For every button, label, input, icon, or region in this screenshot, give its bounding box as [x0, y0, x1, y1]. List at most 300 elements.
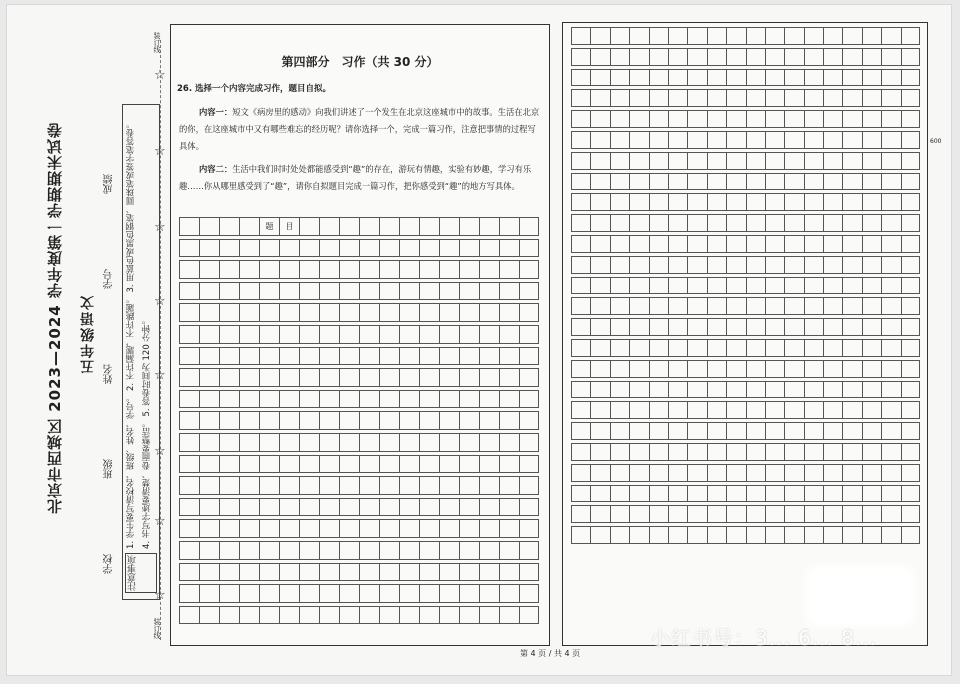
- grid-cell[interactable]: [399, 303, 419, 322]
- grid-cell[interactable]: [804, 422, 823, 440]
- grid-cell[interactable]: [784, 256, 803, 274]
- grid-cell[interactable]: [359, 476, 379, 495]
- grid-cell[interactable]: [784, 485, 803, 503]
- grid-cell[interactable]: [862, 48, 881, 66]
- grid-cell[interactable]: [610, 318, 629, 336]
- grid-cell[interactable]: [746, 48, 765, 66]
- grid-cell[interactable]: [881, 214, 900, 232]
- grid-cell[interactable]: [784, 401, 803, 419]
- grid-cell[interactable]: [881, 505, 900, 523]
- grid-cell[interactable]: [319, 368, 339, 387]
- grid-cell[interactable]: [707, 381, 726, 399]
- grid-cell[interactable]: [610, 193, 629, 211]
- grid-cell[interactable]: [459, 347, 479, 366]
- grid-cell[interactable]: [239, 347, 259, 366]
- grid-cell[interactable]: [239, 433, 259, 452]
- grid-cell[interactable]: [687, 27, 706, 45]
- grid-cell[interactable]: [239, 411, 259, 430]
- grid-cell[interactable]: [590, 110, 609, 128]
- grid-cell[interactable]: [419, 239, 439, 258]
- grid-cell[interactable]: [179, 476, 199, 495]
- grid-cell[interactable]: [649, 89, 668, 107]
- grid-cell[interactable]: [519, 455, 539, 474]
- grid-cell[interactable]: [901, 422, 920, 440]
- grid-cell[interactable]: [399, 411, 419, 430]
- grid-cell[interactable]: [179, 390, 199, 409]
- grid-cell[interactable]: [359, 325, 379, 344]
- grid-cell[interactable]: [784, 277, 803, 295]
- grid-cell[interactable]: [629, 339, 648, 357]
- grid-cell[interactable]: [901, 297, 920, 315]
- grid-cell[interactable]: [439, 476, 459, 495]
- grid-cell[interactable]: [239, 282, 259, 301]
- grid-cell[interactable]: [842, 256, 861, 274]
- grid-cell[interactable]: [784, 152, 803, 170]
- grid-cell[interactable]: [419, 368, 439, 387]
- grid-cell[interactable]: [279, 519, 299, 538]
- grid-cell[interactable]: [379, 325, 399, 344]
- grid-cell[interactable]: [299, 541, 319, 560]
- grid-cell[interactable]: [571, 152, 590, 170]
- grid-cell[interactable]: [299, 433, 319, 452]
- grid-cell[interactable]: [726, 505, 745, 523]
- grid-cell[interactable]: [784, 360, 803, 378]
- grid-cell[interactable]: [842, 214, 861, 232]
- grid-cell[interactable]: [901, 27, 920, 45]
- grid-cell[interactable]: [649, 401, 668, 419]
- grid-cell[interactable]: [629, 131, 648, 149]
- grid-cell[interactable]: [239, 455, 259, 474]
- grid-cell[interactable]: [439, 498, 459, 517]
- grid-cell[interactable]: [668, 318, 687, 336]
- grid-cell[interactable]: [259, 303, 279, 322]
- grid-cell[interactable]: [499, 476, 519, 495]
- grid-cell[interactable]: [707, 443, 726, 461]
- grid-cell[interactable]: [881, 277, 900, 295]
- grid-cell[interactable]: [765, 235, 784, 253]
- grid-cell[interactable]: [499, 519, 519, 538]
- grid-cell[interactable]: [726, 297, 745, 315]
- grid-cell[interactable]: [862, 318, 881, 336]
- grid-cell[interactable]: [279, 563, 299, 582]
- grid-cell[interactable]: [784, 422, 803, 440]
- grid-cell[interactable]: [519, 239, 539, 258]
- grid-cell[interactable]: [668, 27, 687, 45]
- grid-cell[interactable]: [901, 401, 920, 419]
- grid-cell[interactable]: [862, 193, 881, 211]
- grid-cell[interactable]: [804, 173, 823, 191]
- grid-cell[interactable]: [459, 239, 479, 258]
- grid-cell[interactable]: [726, 152, 745, 170]
- grid-cell[interactable]: [379, 239, 399, 258]
- grid-cell[interactable]: [199, 563, 219, 582]
- grid-cell[interactable]: [649, 485, 668, 503]
- grid-cell[interactable]: [901, 443, 920, 461]
- grid-cell[interactable]: [707, 526, 726, 544]
- grid-cell[interactable]: [629, 277, 648, 295]
- grid-cell[interactable]: [359, 455, 379, 474]
- grid-cell[interactable]: [668, 485, 687, 503]
- grid-cell[interactable]: [519, 606, 539, 625]
- grid-cell[interactable]: [784, 318, 803, 336]
- grid-cell[interactable]: [239, 260, 259, 279]
- grid-cell[interactable]: [804, 505, 823, 523]
- grid-cell[interactable]: [179, 455, 199, 474]
- grid-cell[interactable]: [399, 368, 419, 387]
- grid-cell[interactable]: [379, 519, 399, 538]
- grid-cell[interactable]: [804, 485, 823, 503]
- grid-cell[interactable]: [571, 422, 590, 440]
- grid-cell[interactable]: [707, 485, 726, 503]
- grid-cell[interactable]: [823, 526, 842, 544]
- grid-cell[interactable]: [901, 152, 920, 170]
- grid-cell[interactable]: [707, 193, 726, 211]
- grid-cell[interactable]: [668, 297, 687, 315]
- grid-cell[interactable]: [726, 173, 745, 191]
- grid-cell[interactable]: [459, 303, 479, 322]
- grid-cell[interactable]: [499, 606, 519, 625]
- grid-cell[interactable]: [399, 282, 419, 301]
- grid-cell[interactable]: [439, 411, 459, 430]
- grid-cell[interactable]: [746, 131, 765, 149]
- grid-cell[interactable]: [804, 277, 823, 295]
- grid-cell[interactable]: [804, 89, 823, 107]
- grid-cell[interactable]: [687, 401, 706, 419]
- grid-cell[interactable]: [571, 131, 590, 149]
- grid-cell[interactable]: [765, 505, 784, 523]
- grid-cell[interactable]: [765, 193, 784, 211]
- grid-cell[interactable]: [862, 110, 881, 128]
- grid-cell[interactable]: [668, 339, 687, 357]
- grid-cell[interactable]: [784, 297, 803, 315]
- grid-cell[interactable]: [610, 443, 629, 461]
- grid-cell[interactable]: [319, 303, 339, 322]
- grid-cell[interactable]: [259, 347, 279, 366]
- grid-cell[interactable]: [439, 541, 459, 560]
- grid-cell[interactable]: [804, 193, 823, 211]
- grid-cell[interactable]: [279, 303, 299, 322]
- grid-cell[interactable]: [319, 411, 339, 430]
- grid-cell[interactable]: [901, 505, 920, 523]
- grid-cell[interactable]: [219, 606, 239, 625]
- grid-cell[interactable]: [479, 239, 499, 258]
- grid-cell[interactable]: [571, 48, 590, 66]
- grid-cell[interactable]: [784, 69, 803, 87]
- grid-cell[interactable]: [649, 214, 668, 232]
- grid-cell[interactable]: [339, 282, 359, 301]
- grid-cell[interactable]: [823, 48, 842, 66]
- grid-cell[interactable]: [842, 27, 861, 45]
- grid-cell[interactable]: [519, 303, 539, 322]
- grid-cell[interactable]: [649, 277, 668, 295]
- grid-cell[interactable]: [239, 390, 259, 409]
- grid-cell[interactable]: [519, 519, 539, 538]
- grid-cell[interactable]: [687, 422, 706, 440]
- grid-cell[interactable]: [842, 505, 861, 523]
- grid-cell[interactable]: [571, 27, 590, 45]
- grid-cell[interactable]: [279, 498, 299, 517]
- grid-cell[interactable]: [571, 318, 590, 336]
- grid-cell[interactable]: [499, 368, 519, 387]
- grid-cell[interactable]: [339, 476, 359, 495]
- grid-cell[interactable]: [668, 401, 687, 419]
- grid-cell[interactable]: [239, 498, 259, 517]
- grid-cell[interactable]: [823, 89, 842, 107]
- grid-cell[interactable]: [439, 368, 459, 387]
- grid-cell[interactable]: [439, 325, 459, 344]
- grid-cell[interactable]: [419, 563, 439, 582]
- grid-cell[interactable]: [668, 360, 687, 378]
- grid-cell[interactable]: [901, 110, 920, 128]
- grid-cell[interactable]: [379, 217, 399, 236]
- grid-cell[interactable]: [419, 282, 439, 301]
- grid-cell[interactable]: [842, 381, 861, 399]
- grid-cell[interactable]: [279, 476, 299, 495]
- grid-cell[interactable]: [339, 584, 359, 603]
- grid-cell[interactable]: [707, 256, 726, 274]
- grid-cell[interactable]: [746, 152, 765, 170]
- grid-cell[interactable]: [862, 131, 881, 149]
- grid-cell[interactable]: [784, 173, 803, 191]
- grid-cell[interactable]: [590, 401, 609, 419]
- grid-cell[interactable]: [219, 217, 239, 236]
- grid-cell[interactable]: [259, 433, 279, 452]
- grid-cell[interactable]: [649, 443, 668, 461]
- grid-cell[interactable]: [379, 584, 399, 603]
- grid-cell[interactable]: [842, 297, 861, 315]
- grid-cell[interactable]: [881, 89, 900, 107]
- grid-cell[interactable]: [687, 381, 706, 399]
- grid-cell[interactable]: [199, 433, 219, 452]
- grid-cell[interactable]: [823, 464, 842, 482]
- grid-cell[interactable]: [862, 277, 881, 295]
- grid-cell[interactable]: [784, 464, 803, 482]
- grid-cell[interactable]: [479, 325, 499, 344]
- grid-cell[interactable]: [784, 505, 803, 523]
- grid-cell[interactable]: [784, 381, 803, 399]
- grid-cell[interactable]: [419, 260, 439, 279]
- grid-cell[interactable]: [804, 256, 823, 274]
- grid-cell[interactable]: [179, 217, 199, 236]
- grid-cell[interactable]: [459, 368, 479, 387]
- grid-cell[interactable]: [339, 498, 359, 517]
- grid-cell[interactable]: [519, 476, 539, 495]
- grid-cell[interactable]: [479, 519, 499, 538]
- grid-cell[interactable]: [590, 360, 609, 378]
- grid-cell[interactable]: [687, 173, 706, 191]
- grid-cell[interactable]: [842, 464, 861, 482]
- grid-cell[interactable]: [687, 277, 706, 295]
- grid-cell[interactable]: [359, 282, 379, 301]
- grid-cell[interactable]: [459, 390, 479, 409]
- grid-cell[interactable]: [881, 381, 900, 399]
- grid-cell[interactable]: [419, 325, 439, 344]
- grid-cell[interactable]: [419, 519, 439, 538]
- grid-cell[interactable]: [804, 69, 823, 87]
- grid-cell[interactable]: [439, 584, 459, 603]
- grid-cell[interactable]: [629, 110, 648, 128]
- grid-cell[interactable]: [746, 193, 765, 211]
- grid-cell[interactable]: [784, 27, 803, 45]
- grid-cell[interactable]: [499, 303, 519, 322]
- grid-cell[interactable]: [339, 606, 359, 625]
- grid-cell[interactable]: [823, 214, 842, 232]
- grid-cell[interactable]: [610, 360, 629, 378]
- grid-cell[interactable]: [239, 606, 259, 625]
- grid-cell[interactable]: [179, 411, 199, 430]
- grid-cell[interactable]: [299, 303, 319, 322]
- grid-cell[interactable]: [319, 217, 339, 236]
- grid-cell[interactable]: [319, 498, 339, 517]
- grid-cell[interactable]: [687, 48, 706, 66]
- grid-cell[interactable]: [687, 214, 706, 232]
- grid-cell[interactable]: [319, 390, 339, 409]
- grid-cell[interactable]: [707, 48, 726, 66]
- grid-cell[interactable]: [765, 339, 784, 357]
- grid-cell[interactable]: [687, 318, 706, 336]
- grid-cell[interactable]: [668, 443, 687, 461]
- grid-cell[interactable]: [339, 455, 359, 474]
- grid-cell[interactable]: [259, 519, 279, 538]
- grid-cell[interactable]: [881, 27, 900, 45]
- grid-cell[interactable]: [571, 193, 590, 211]
- grid-cell[interactable]: [746, 256, 765, 274]
- grid-cell[interactable]: [590, 381, 609, 399]
- grid-cell[interactable]: [726, 443, 745, 461]
- grid-cell[interactable]: [571, 505, 590, 523]
- grid-cell[interactable]: [479, 433, 499, 452]
- grid-cell[interactable]: [179, 239, 199, 258]
- grid-cell[interactable]: [726, 381, 745, 399]
- grid-cell[interactable]: [199, 476, 219, 495]
- grid-cell[interactable]: [804, 360, 823, 378]
- grid-cell[interactable]: [687, 464, 706, 482]
- grid-cell[interactable]: [199, 519, 219, 538]
- grid-cell[interactable]: [610, 277, 629, 295]
- grid-cell[interactable]: [399, 519, 419, 538]
- grid-cell[interactable]: [629, 48, 648, 66]
- grid-cell[interactable]: [359, 606, 379, 625]
- grid-cell[interactable]: [519, 563, 539, 582]
- grid-cell[interactable]: [726, 214, 745, 232]
- grid-cell[interactable]: [707, 152, 726, 170]
- grid-cell[interactable]: [746, 360, 765, 378]
- grid-cell[interactable]: [765, 256, 784, 274]
- grid-cell[interactable]: [279, 260, 299, 279]
- grid-cell[interactable]: [881, 48, 900, 66]
- grid-cell[interactable]: [499, 282, 519, 301]
- grid-cell[interactable]: [707, 110, 726, 128]
- grid-cell[interactable]: [399, 476, 419, 495]
- grid-cell[interactable]: [862, 152, 881, 170]
- grid-cell[interactable]: [842, 401, 861, 419]
- grid-cell[interactable]: [519, 498, 539, 517]
- grid-cell[interactable]: [610, 110, 629, 128]
- grid-cell[interactable]: [687, 89, 706, 107]
- grid-cell[interactable]: [479, 411, 499, 430]
- grid-cell[interactable]: [784, 89, 803, 107]
- grid-cell[interactable]: [842, 110, 861, 128]
- grid-cell[interactable]: [319, 476, 339, 495]
- grid-cell[interactable]: [479, 541, 499, 560]
- grid-cell[interactable]: [339, 390, 359, 409]
- grid-cell[interactable]: [319, 606, 339, 625]
- grid-cell[interactable]: [629, 443, 648, 461]
- grid-cell[interactable]: [259, 239, 279, 258]
- grid-cell[interactable]: [881, 110, 900, 128]
- grid-cell[interactable]: [590, 485, 609, 503]
- grid-cell[interactable]: [707, 422, 726, 440]
- grid-cell[interactable]: [459, 325, 479, 344]
- grid-cell[interactable]: [842, 131, 861, 149]
- grid-cell[interactable]: [590, 505, 609, 523]
- grid-cell[interactable]: [419, 433, 439, 452]
- grid-cell[interactable]: [439, 217, 459, 236]
- grid-cell[interactable]: [765, 443, 784, 461]
- grid-cell[interactable]: [179, 282, 199, 301]
- grid-cell[interactable]: [590, 131, 609, 149]
- grid-cell[interactable]: [687, 297, 706, 315]
- grid-cell[interactable]: [746, 297, 765, 315]
- grid-cell[interactable]: [319, 455, 339, 474]
- grid-cell[interactable]: [726, 360, 745, 378]
- grid-cell[interactable]: [629, 318, 648, 336]
- grid-cell[interactable]: [319, 541, 339, 560]
- grid-cell[interactable]: [901, 69, 920, 87]
- grid-cell[interactable]: [590, 443, 609, 461]
- grid-cell[interactable]: [339, 519, 359, 538]
- grid-cell[interactable]: [823, 381, 842, 399]
- grid-cell[interactable]: [842, 277, 861, 295]
- grid-cell[interactable]: [199, 325, 219, 344]
- grid-cell[interactable]: [499, 541, 519, 560]
- grid-cell[interactable]: [339, 368, 359, 387]
- grid-cell[interactable]: [590, 297, 609, 315]
- grid-cell[interactable]: [687, 131, 706, 149]
- grid-cell[interactable]: [687, 339, 706, 357]
- writing-grid-left[interactable]: [179, 217, 539, 627]
- grid-cell[interactable]: [479, 282, 499, 301]
- grid-cell[interactable]: [259, 260, 279, 279]
- grid-cell[interactable]: [862, 27, 881, 45]
- grid-cell[interactable]: [881, 152, 900, 170]
- grid-cell[interactable]: [649, 318, 668, 336]
- grid-cell[interactable]: [668, 173, 687, 191]
- grid-cell[interactable]: [687, 110, 706, 128]
- grid-cell[interactable]: [299, 455, 319, 474]
- grid-cell[interactable]: [610, 152, 629, 170]
- grid-cell[interactable]: [259, 325, 279, 344]
- grid-cell[interactable]: [339, 217, 359, 236]
- grid-cell[interactable]: [842, 235, 861, 253]
- grid-cell[interactable]: [901, 256, 920, 274]
- grid-cell[interactable]: [901, 339, 920, 357]
- grid-cell[interactable]: [804, 214, 823, 232]
- grid-cell[interactable]: [842, 173, 861, 191]
- grid-cell[interactable]: [239, 519, 259, 538]
- grid-cell[interactable]: [499, 411, 519, 430]
- grid-cell[interactable]: [610, 505, 629, 523]
- grid-cell[interactable]: [179, 260, 199, 279]
- grid-cell[interactable]: [379, 606, 399, 625]
- grid-cell[interactable]: [881, 256, 900, 274]
- grid-cell[interactable]: [901, 173, 920, 191]
- grid-cell[interactable]: [479, 606, 499, 625]
- grid-cell[interactable]: [259, 476, 279, 495]
- grid-cell[interactable]: [649, 235, 668, 253]
- grid-cell[interactable]: [746, 464, 765, 482]
- grid-cell[interactable]: [629, 214, 648, 232]
